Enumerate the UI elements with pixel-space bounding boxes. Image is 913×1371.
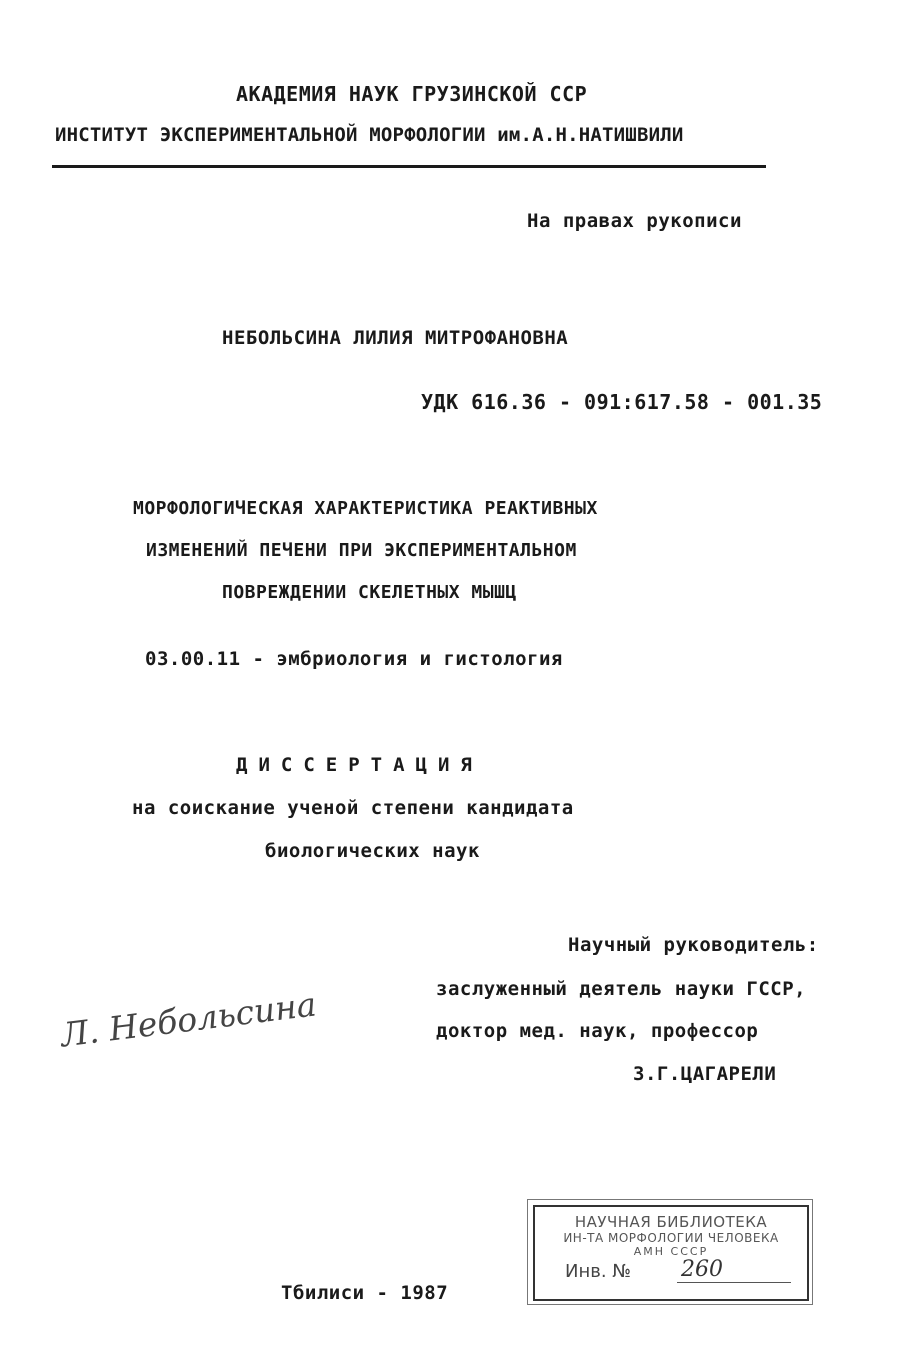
academy-name: АКАДЕМИЯ НАУК ГРУЗИНСКОЙ ССР	[236, 82, 588, 106]
supervisor-title-2: доктор мед. наук, профессор	[436, 1020, 759, 1042]
supervisor-label: Научный руководитель:	[568, 934, 819, 956]
institute-name: ИНСТИТУТ ЭКСПЕРИМЕНТАЛЬНОЙ МОРФОЛОГИИ им.А.Н.НАТИШВИЛИ	[55, 124, 684, 146]
rights-note: На правах рукописи	[527, 210, 742, 232]
dissertation-degree: на соискание ученой степени кандидата	[132, 797, 574, 819]
supervisor-name: З.Г.ЦАГАРЕЛИ	[633, 1063, 777, 1085]
stamp-line-2: ИН-ТА МОРФОЛОГИИ ЧЕЛОВЕКА	[563, 1231, 779, 1245]
title-line-3: ПОВРЕЖДЕНИИ СКЕЛЕТНЫХ МЫШЦ	[222, 582, 517, 603]
stamp-inventory-number: 260	[677, 1257, 791, 1283]
author-name: НЕБОЛЬСИНА ЛИЛИЯ МИТРОФАНОВНА	[222, 327, 569, 349]
place-and-year: Тбилиси - 1987	[281, 1282, 449, 1304]
stamp-line-1: НАУЧНАЯ БИБЛИОТЕКА	[574, 1213, 768, 1231]
stamp-inventory-label: Инв. №	[565, 1261, 632, 1282]
handwritten-signature: Л. Небольсина	[58, 984, 319, 1055]
specialty-code: 03.00.11 - эмбриология и гистология	[145, 648, 563, 670]
dissertation-field: биологических наук	[265, 840, 480, 862]
title-line-2: ИЗМЕНЕНИЙ ПЕЧЕНИ ПРИ ЭКСПЕРИМЕНТАЛЬНОМ	[146, 540, 577, 561]
title-line-1: МОРФОЛОГИЧЕСКАЯ ХАРАКТЕРИСТИКА РЕАКТИВНЫХ	[133, 498, 598, 519]
header-rule	[52, 165, 766, 168]
udk-code: УДК 616.36 - 091:617.58 - 001.35	[421, 390, 823, 414]
library-stamp	[533, 1205, 809, 1301]
stamp-line-3: АМН СССР	[633, 1245, 709, 1258]
dissertation-heading: ДИССЕРТАЦИЯ	[236, 754, 483, 776]
supervisor-title-1: заслуженный деятель науки ГССР,	[436, 978, 807, 1000]
